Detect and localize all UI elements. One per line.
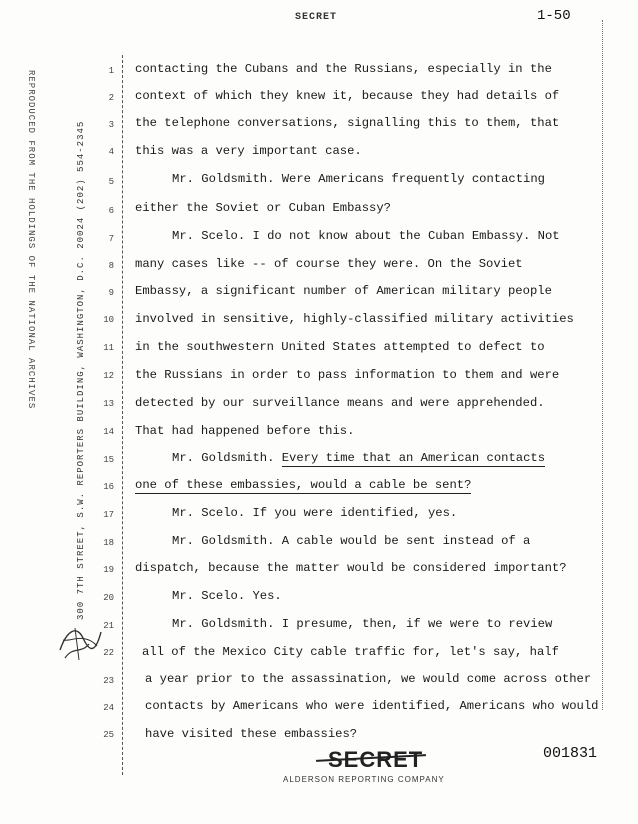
line-number: 17 <box>103 510 114 520</box>
line-number: 15 <box>103 455 114 465</box>
line-number: 12 <box>103 371 114 381</box>
transcript-line: the telephone conversations, signalling this to them, that <box>135 116 560 130</box>
transcript-line: contacting the Cubans and the Russians, especially in the <box>135 62 552 76</box>
line-number: 1 <box>108 66 114 76</box>
line-number: 19 <box>103 565 114 575</box>
transcript-line <box>172 451 545 465</box>
transcript-line: contacts by Americans who were identified, Americans who would <box>145 699 599 713</box>
speaker-label: Mr. Goldsmith. <box>172 451 282 465</box>
transcript-line: Embassy, a significant number of American military people <box>135 284 552 298</box>
line-number: 13 <box>103 399 114 409</box>
left-rule <box>122 55 123 775</box>
line-number: 16 <box>103 482 114 492</box>
transcript-line: all of the Mexico City cable traffic for, let's say, half <box>142 645 559 659</box>
transcript-line: either the Soviet or Cuban Embassy? <box>135 201 391 215</box>
transcript-line: the Russians in order to pass information to them and were <box>135 368 560 382</box>
transcript-line: in the southwestern United States attempted to defect to <box>135 340 545 354</box>
classification-stamp: SECRET <box>328 747 424 772</box>
underlined-question: one of these embassies, would a cable be sent? <box>135 478 472 492</box>
line-number: 18 <box>103 538 114 548</box>
transcript-line: Mr. Scelo. Yes. <box>172 589 282 603</box>
line-number: 25 <box>103 730 114 740</box>
transcript-line: many cases like -- of course they were. On the Soviet <box>135 257 523 271</box>
page-number: 1-50 <box>537 8 571 24</box>
line-number: 14 <box>103 427 114 437</box>
left-margin-text: REPRODUCED FROM THE HOLDINGS OF THE NATIONAL ARCHIVES <box>26 70 36 410</box>
line-number: 22 <box>103 648 114 658</box>
line-number: 21 <box>103 621 114 631</box>
transcript-line: this was a very important case. <box>135 144 362 158</box>
transcript-line: involved in sensitive, highly-classified military activities <box>135 312 574 326</box>
transcript-line: Mr. Scelo. I do not know about the Cuban Embassy. Not <box>172 229 560 243</box>
left-margin-stamp <box>14 70 44 410</box>
transcript-line: dispatch, because the matter would be considered important? <box>135 561 567 575</box>
underlined-question: Every time that an American contacts <box>281 451 546 465</box>
line-number: 10 <box>103 315 114 325</box>
line-number: 4 <box>108 147 114 157</box>
line-number: 23 <box>103 676 114 686</box>
bates-number: 001831 <box>543 745 598 762</box>
transcript-line <box>135 478 471 492</box>
transcript-line: detected by our surveillance means and were apprehended. <box>135 396 545 410</box>
transcript-line: Mr. Goldsmith. Were Americans frequently contacting <box>172 172 545 186</box>
line-number: 2 <box>108 93 114 103</box>
transcript-line: Mr. Goldsmith. I presume, then, if we were to review <box>172 617 553 631</box>
line-number: 11 <box>103 343 114 353</box>
reporter-address-text: 300 7TH STREET, S.W. REPORTERS BUILDING, WASHINGTON, D.C. 20024 (202) 554-2345 <box>76 120 86 620</box>
line-number: 24 <box>103 703 114 713</box>
transcript-line: context of which they knew it, because they had details of <box>135 89 560 103</box>
transcript-line: have visited these embassies? <box>145 727 358 741</box>
transcript-line: a year prior to the assassination, we would come across other <box>145 672 592 686</box>
line-number: 6 <box>108 206 114 216</box>
header-stamp: SECRET <box>295 12 338 23</box>
line-number: 3 <box>108 120 114 130</box>
transcript-line: Mr. Goldsmith. A cable would be sent instead of a <box>172 534 531 548</box>
transcript-line: That had happened before this. <box>135 424 355 438</box>
line-number: 8 <box>108 261 114 271</box>
line-number: 5 <box>108 177 114 187</box>
handwritten-mark-icon <box>55 620 105 665</box>
line-number: 9 <box>108 288 114 298</box>
line-number: 20 <box>103 593 114 603</box>
transcript-line: Mr. Scelo. If you were identified, yes. <box>172 506 458 520</box>
line-number: 7 <box>108 234 114 244</box>
right-rule <box>602 20 603 710</box>
reporter-name: ALDERSON REPORTING COMPANY <box>283 775 445 784</box>
